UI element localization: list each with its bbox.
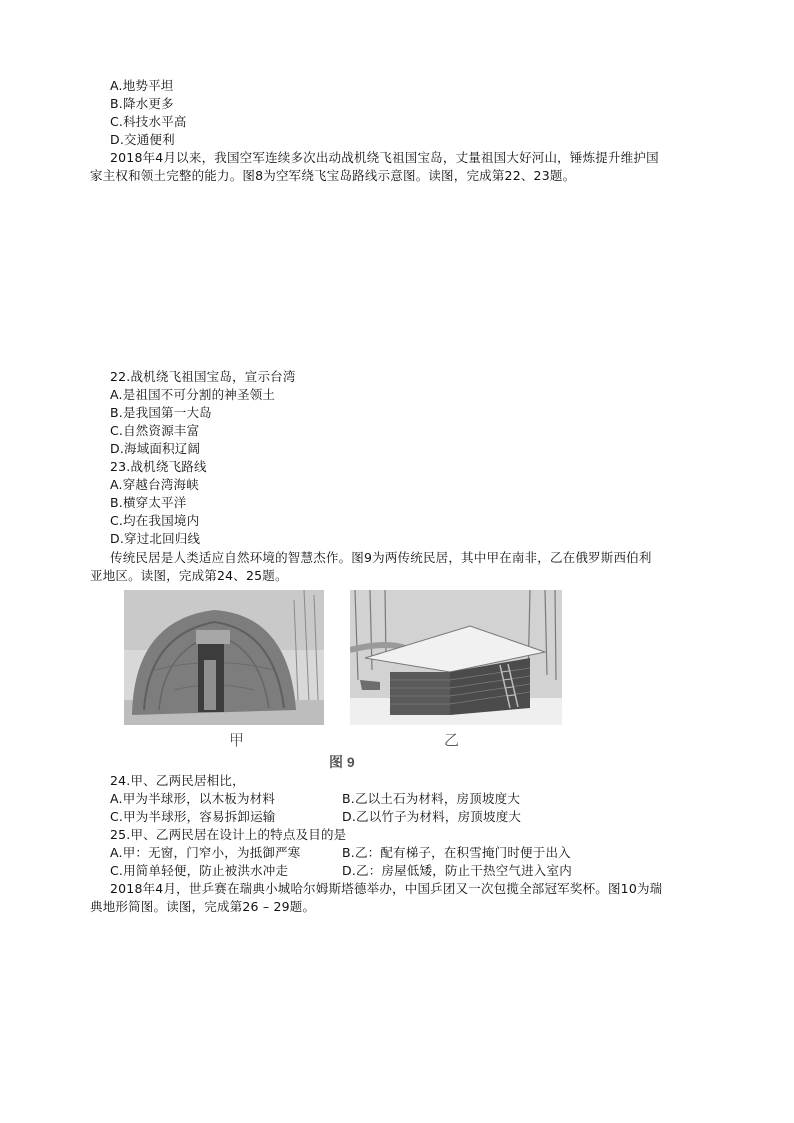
- q23-option-b: B.横穿太平洋: [110, 495, 187, 510]
- intro-paragraph-line: 家主权和领土完整的能力。图8为空军绕飞宝岛路线示意图。读图，完成第22、23题。: [90, 168, 576, 183]
- q22-option-c: C.自然资源丰富: [110, 423, 200, 438]
- q24-option-a: A.甲为半球形，以木板为材料: [110, 791, 276, 806]
- figure-caption: 图 9: [329, 754, 355, 770]
- question-23-stem: 23.战机绕飞路线: [110, 459, 207, 474]
- dwelling-photo-jia: [124, 590, 324, 725]
- figure-9: [124, 590, 564, 770]
- q24-option-c: C.甲为半球形，容易拆卸运输: [110, 809, 276, 824]
- intro-paragraph-line: 传统民居是人类适应自然环境的智慧杰作。图9为两传统民居，其中甲在南非，乙在俄罗斯西伯利: [110, 550, 652, 565]
- q22-option-d: D.海域面积辽阔: [110, 441, 201, 456]
- intro-paragraph-line: 典地形简图。读图，完成第26 – 29题。: [90, 899, 316, 914]
- q23-option-c: C.均在我国境内: [110, 513, 200, 528]
- question-22-stem: 22.战机绕飞祖国宝岛，宣示台湾: [110, 369, 296, 384]
- q25-option-c: C.用简单轻便，防止被洪水冲走: [110, 863, 289, 878]
- q23-option-a: A.穿越台湾海峡: [110, 477, 199, 492]
- q22-option-b: B.是我国第一大岛: [110, 405, 212, 420]
- q23-option-d: D.穿过北回归线: [110, 531, 201, 546]
- figure-label-yi: 乙: [444, 732, 460, 749]
- q22-option-a: A.是祖国不可分割的神圣领土: [110, 387, 276, 402]
- q25-option-a: A.甲：无窗，门窄小，为抵御严寒: [110, 845, 301, 860]
- q25-option-d: D.乙：房屋低矮，防止干热空气进入室内: [342, 863, 572, 878]
- q25-option-b: B.乙：配有梯子，在积雪掩门时便于出入: [342, 845, 571, 860]
- option-a: A.地势平坦: [110, 78, 174, 93]
- intro-paragraph-line: 2018年4月以来，我国空军连续多次出动战机绕飞祖国宝岛，丈量祖国大好河山，锤炼提升维护国: [110, 150, 659, 165]
- option-b: B.降水更多: [110, 96, 174, 111]
- q24-option-d: D.乙以竹子为材料，房顶坡度大: [342, 809, 522, 824]
- intro-paragraph-line: 2018年4月，世乒赛在瑞典小城哈尔姆斯塔德举办，中国乒团又一次包揽全部冠军奖杯。图10为瑞: [110, 881, 663, 896]
- dwelling-photo-yi: [350, 590, 562, 725]
- option-d: D.交通便利: [110, 132, 175, 147]
- question-24-stem: 24.甲、乙两民居相比，: [110, 773, 245, 788]
- option-c: C.科技水平高: [110, 114, 187, 129]
- figure-label-jia: 甲: [229, 732, 245, 749]
- question-25-stem: 25.甲、乙两民居在设计上的特点及目的是: [110, 827, 347, 842]
- intro-paragraph-line: 亚地区。读图，完成第24、25题。: [90, 568, 288, 583]
- q24-option-b: B.乙以土石为材料，房顶坡度大: [342, 791, 521, 806]
